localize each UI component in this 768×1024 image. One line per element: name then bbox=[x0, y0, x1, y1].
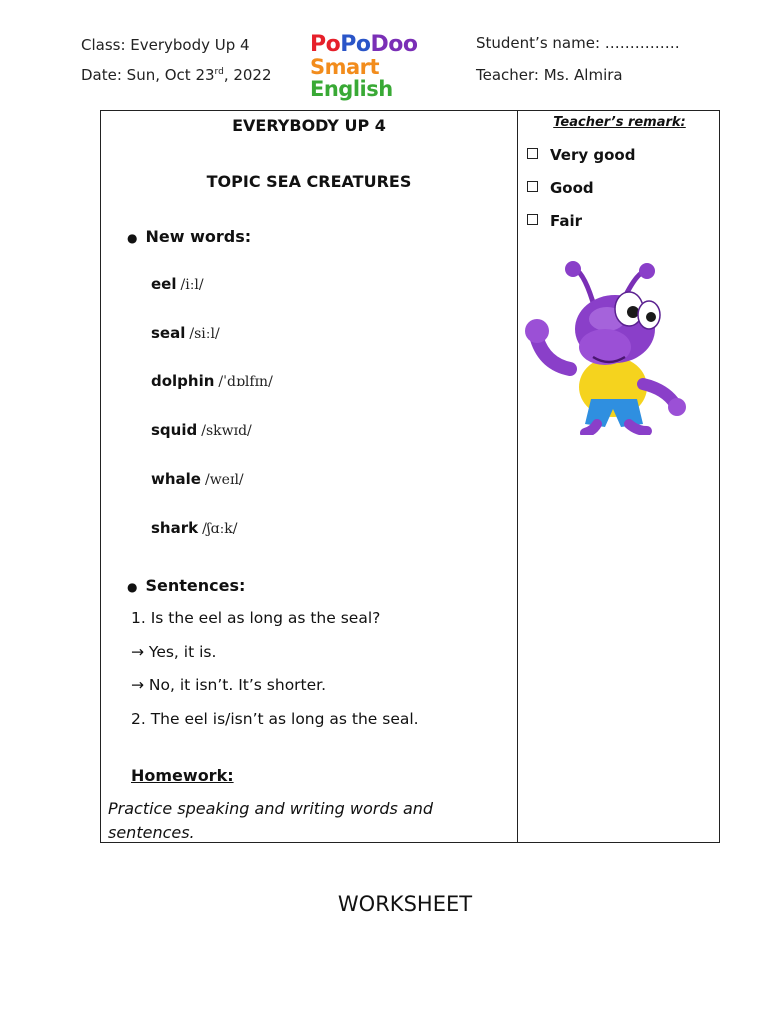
logo-doo: Doo bbox=[370, 32, 418, 57]
word-item: shark /ʃɑːk/ bbox=[151, 519, 238, 537]
logo-english: English bbox=[310, 77, 393, 101]
class-label: Class: Everybody Up 4 bbox=[81, 36, 250, 54]
snout bbox=[579, 329, 631, 365]
sentences-heading bbox=[127, 576, 245, 595]
ipa-text: /weɪl/ bbox=[204, 472, 244, 488]
lesson-table bbox=[100, 110, 720, 843]
logo-po-1: Po bbox=[310, 32, 341, 57]
pupil-right bbox=[627, 306, 639, 318]
hand-right bbox=[668, 398, 686, 416]
leg-right bbox=[629, 424, 647, 431]
teacher-remark-title: Teacher’s remark: bbox=[553, 115, 686, 130]
logo-po-2: Po bbox=[340, 32, 371, 57]
checkbox-icon[interactable] bbox=[527, 214, 538, 225]
teacher-label: Teacher: Ms. Almira bbox=[476, 66, 623, 84]
bullet-icon: ● bbox=[127, 231, 138, 245]
remark-option-very-good[interactable] bbox=[527, 146, 635, 164]
date-prefix: Date: Sun, Oct 23 bbox=[81, 66, 215, 84]
student-name-label: Student’s name: …………… bbox=[476, 34, 680, 52]
popodoo-logo bbox=[310, 32, 450, 101]
checkbox-icon[interactable] bbox=[527, 148, 538, 159]
hand-left bbox=[525, 319, 549, 343]
sentence-line: → No, it isn’t. It’s shorter. bbox=[131, 676, 327, 694]
new-words-heading bbox=[127, 227, 251, 246]
new-words-text: New words: bbox=[145, 227, 252, 246]
pupil-far bbox=[646, 312, 656, 322]
antenna-ball-right bbox=[639, 263, 655, 279]
ipa-text: /ʃɑːk/ bbox=[202, 521, 238, 537]
antenna-ball-left bbox=[565, 261, 581, 277]
arm-right bbox=[643, 384, 675, 404]
sentence-line: 1. Is the eel as long as the seal? bbox=[131, 609, 381, 627]
remark-option-good[interactable] bbox=[527, 179, 594, 197]
ipa-text: /iːl/ bbox=[180, 277, 204, 293]
worksheet-title: WORKSHEET bbox=[337, 892, 473, 916]
arm-left bbox=[537, 339, 570, 369]
word-item: dolphin /ˈdɒlfɪn/ bbox=[151, 372, 273, 390]
date-suffix: rd bbox=[214, 67, 224, 77]
bullet-icon: ● bbox=[127, 580, 138, 594]
logo-line-1 bbox=[310, 34, 450, 56]
column-divider bbox=[517, 111, 518, 842]
homework-text-line-1: Practice speaking and writing words and bbox=[108, 799, 434, 818]
logo-smart: Smart bbox=[310, 55, 380, 79]
lesson-topic: TOPIC SEA CREATURES bbox=[206, 172, 412, 191]
date-year: , 2022 bbox=[223, 66, 272, 84]
lesson-title: EVERYBODY UP 4 bbox=[232, 116, 386, 135]
word-item: seal /siːl/ bbox=[151, 324, 220, 342]
mascot-illustration bbox=[525, 259, 695, 435]
leg-left bbox=[585, 424, 597, 433]
homework-heading: Homework: bbox=[131, 766, 234, 785]
sentence-line: 2. The eel is/isn’t as long as the seal. bbox=[131, 710, 419, 728]
ipa-text: /ˈdɒlfɪn/ bbox=[218, 374, 273, 390]
remark-option-label: Good bbox=[550, 179, 594, 197]
sentence-line: → Yes, it is. bbox=[131, 643, 217, 661]
word-item: eel /iːl/ bbox=[151, 275, 204, 293]
word-item: whale /weɪl/ bbox=[151, 470, 244, 488]
homework-text-line-2: sentences. bbox=[108, 823, 195, 842]
date-label bbox=[81, 66, 272, 84]
checkbox-icon[interactable] bbox=[527, 181, 538, 192]
remark-option-label: Very good bbox=[550, 146, 636, 164]
sentences-text: Sentences: bbox=[145, 576, 246, 595]
remark-option-fair[interactable] bbox=[527, 212, 582, 230]
remark-option-label: Fair bbox=[550, 212, 583, 230]
ipa-text: /skwɪd/ bbox=[201, 423, 252, 439]
logo-line-2 bbox=[310, 56, 450, 100]
word-item: squid /skwɪd/ bbox=[151, 421, 252, 439]
ipa-text: /siːl/ bbox=[189, 326, 220, 342]
